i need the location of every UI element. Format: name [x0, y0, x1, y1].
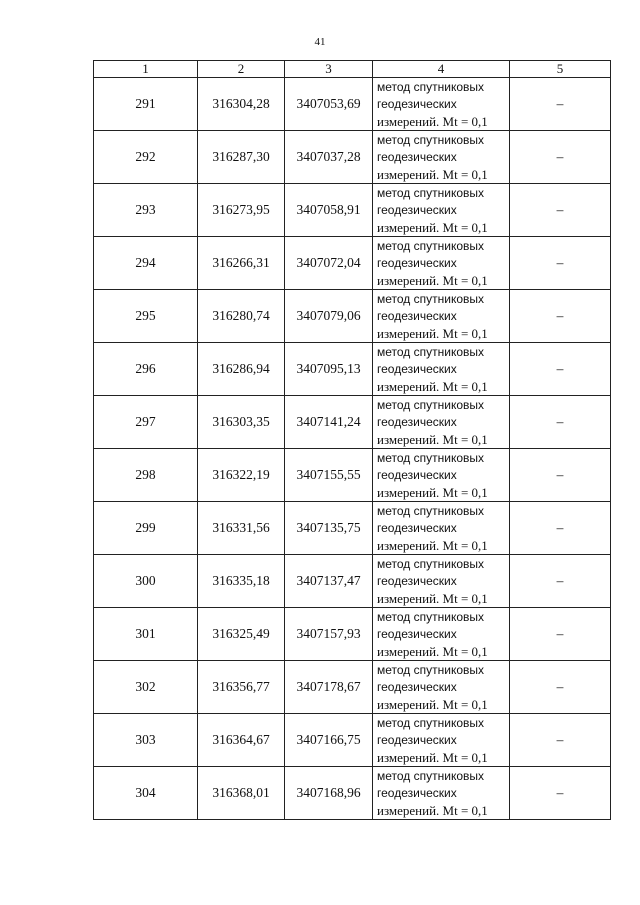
- y-coordinate-cell: 3407155,55: [285, 449, 373, 502]
- method-line: измерений. Mt = 0,1: [377, 166, 488, 182]
- method-cell: [373, 78, 510, 131]
- method-line: геодезических: [377, 679, 457, 694]
- method-line: измерений. Mt = 0,1: [377, 590, 488, 606]
- x-coordinate-cell: 316266,31: [198, 237, 285, 290]
- method-line: измерений. Mt = 0,1: [377, 537, 488, 553]
- method-line: метод спутниковых: [377, 768, 485, 783]
- method-cell: [373, 237, 510, 290]
- method-line: геодезических: [377, 785, 457, 800]
- method-line: метод спутниковых: [377, 609, 485, 624]
- table-row: [94, 608, 611, 661]
- table-row: [94, 343, 611, 396]
- method-line: метод спутниковых: [377, 344, 485, 359]
- note-cell: –: [510, 767, 611, 820]
- method-line: измерений. Mt = 0,1: [377, 325, 488, 341]
- method-line: геодезических: [377, 149, 457, 164]
- x-coordinate-cell: 316303,35: [198, 396, 285, 449]
- method-line: метод спутниковых: [377, 79, 485, 94]
- point-number-cell: 294: [94, 237, 198, 290]
- note-cell: –: [510, 343, 611, 396]
- y-coordinate-cell: 3407135,75: [285, 502, 373, 555]
- table-row: [94, 449, 611, 502]
- method-cell: [373, 555, 510, 608]
- method-line: метод спутниковых: [377, 503, 485, 518]
- y-coordinate-cell: 3407058,91: [285, 184, 373, 237]
- x-coordinate-cell: 316356,77: [198, 661, 285, 714]
- method-cell: [373, 767, 510, 820]
- table-row: [94, 290, 611, 343]
- method-line: метод спутниковых: [377, 132, 485, 147]
- y-coordinate-cell: 3407079,06: [285, 290, 373, 343]
- method-line: геодезических: [377, 414, 457, 429]
- note-cell: –: [510, 449, 611, 502]
- point-number-cell: 304: [94, 767, 198, 820]
- table-row: [94, 131, 611, 184]
- method-line: измерений. Mt = 0,1: [377, 431, 488, 447]
- method-line: метод спутниковых: [377, 238, 485, 253]
- method-cell: [373, 290, 510, 343]
- note-cell: –: [510, 661, 611, 714]
- method-line: геодезических: [377, 520, 457, 535]
- table-row: [94, 661, 611, 714]
- method-line: геодезических: [377, 96, 457, 111]
- header-cell-2: 2: [198, 61, 285, 78]
- table-row: [94, 78, 611, 131]
- x-coordinate-cell: 316287,30: [198, 131, 285, 184]
- coordinates-table: [93, 60, 611, 820]
- y-coordinate-cell: 3407037,28: [285, 131, 373, 184]
- method-line: измерений. Mt = 0,1: [377, 219, 488, 235]
- point-number-cell: 293: [94, 184, 198, 237]
- method-line: геодезических: [377, 467, 457, 482]
- method-line: измерений. Mt = 0,1: [377, 802, 488, 818]
- x-coordinate-cell: 316273,95: [198, 184, 285, 237]
- table-row: [94, 714, 611, 767]
- x-coordinate-cell: 316364,67: [198, 714, 285, 767]
- point-number-cell: 303: [94, 714, 198, 767]
- y-coordinate-cell: 3407072,04: [285, 237, 373, 290]
- point-number-cell: 298: [94, 449, 198, 502]
- point-number-cell: 299: [94, 502, 198, 555]
- method-cell: [373, 396, 510, 449]
- x-coordinate-cell: 316335,18: [198, 555, 285, 608]
- header-cell-3: 3: [285, 61, 373, 78]
- y-coordinate-cell: 3407168,96: [285, 767, 373, 820]
- method-line: геодезических: [377, 202, 457, 217]
- point-number-cell: 301: [94, 608, 198, 661]
- method-line: метод спутниковых: [377, 715, 485, 730]
- table-body: [94, 78, 611, 820]
- method-line: измерений. Mt = 0,1: [377, 484, 488, 500]
- method-line: геодезических: [377, 255, 457, 270]
- header-cell-4: 4: [373, 61, 510, 78]
- method-cell: [373, 343, 510, 396]
- method-cell: [373, 131, 510, 184]
- method-line: метод спутниковых: [377, 291, 485, 306]
- note-cell: –: [510, 608, 611, 661]
- method-cell: [373, 608, 510, 661]
- x-coordinate-cell: 316331,56: [198, 502, 285, 555]
- method-line: измерений. Mt = 0,1: [377, 643, 488, 659]
- point-number-cell: 297: [94, 396, 198, 449]
- method-cell: [373, 661, 510, 714]
- note-cell: –: [510, 184, 611, 237]
- method-line: геодезических: [377, 361, 457, 376]
- method-line: измерений. Mt = 0,1: [377, 749, 488, 765]
- table-row: [94, 237, 611, 290]
- table-row: [94, 502, 611, 555]
- point-number-cell: 291: [94, 78, 198, 131]
- y-coordinate-cell: 3407141,24: [285, 396, 373, 449]
- method-line: измерений. Mt = 0,1: [377, 272, 488, 288]
- note-cell: –: [510, 131, 611, 184]
- method-line: измерений. Mt = 0,1: [377, 696, 488, 712]
- point-number-cell: 302: [94, 661, 198, 714]
- y-coordinate-cell: 3407095,13: [285, 343, 373, 396]
- method-line: измерений. Mt = 0,1: [377, 113, 488, 129]
- y-coordinate-cell: 3407178,67: [285, 661, 373, 714]
- method-line: измерений. Mt = 0,1: [377, 378, 488, 394]
- y-coordinate-cell: 3407166,75: [285, 714, 373, 767]
- method-line: метод спутниковых: [377, 185, 485, 200]
- note-cell: –: [510, 502, 611, 555]
- page-number: 41: [314, 36, 326, 48]
- point-number-cell: 292: [94, 131, 198, 184]
- method-line: метод спутниковых: [377, 397, 485, 412]
- point-number-cell: 296: [94, 343, 198, 396]
- note-cell: –: [510, 714, 611, 767]
- point-number-cell: 295: [94, 290, 198, 343]
- header-cell-1: 1: [94, 61, 198, 78]
- method-cell: [373, 714, 510, 767]
- x-coordinate-cell: 316280,74: [198, 290, 285, 343]
- method-cell: [373, 502, 510, 555]
- x-coordinate-cell: 316304,28: [198, 78, 285, 131]
- table-row: [94, 767, 611, 820]
- header-cell-5: 5: [510, 61, 611, 78]
- method-line: метод спутниковых: [377, 556, 485, 571]
- method-line: геодезических: [377, 573, 457, 588]
- table-header-row: [94, 61, 611, 78]
- method-line: геодезических: [377, 626, 457, 641]
- method-cell: [373, 449, 510, 502]
- x-coordinate-cell: 316325,49: [198, 608, 285, 661]
- method-line: метод спутниковых: [377, 662, 485, 677]
- note-cell: –: [510, 396, 611, 449]
- method-line: геодезических: [377, 308, 457, 323]
- y-coordinate-cell: 3407137,47: [285, 555, 373, 608]
- x-coordinate-cell: 316286,94: [198, 343, 285, 396]
- point-number-cell: 300: [94, 555, 198, 608]
- method-line: метод спутниковых: [377, 450, 485, 465]
- y-coordinate-cell: 3407053,69: [285, 78, 373, 131]
- method-line: геодезических: [377, 732, 457, 747]
- method-cell: [373, 184, 510, 237]
- note-cell: –: [510, 78, 611, 131]
- x-coordinate-cell: 316368,01: [198, 767, 285, 820]
- note-cell: –: [510, 555, 611, 608]
- note-cell: –: [510, 237, 611, 290]
- note-cell: –: [510, 290, 611, 343]
- y-coordinate-cell: 3407157,93: [285, 608, 373, 661]
- x-coordinate-cell: 316322,19: [198, 449, 285, 502]
- table-row: [94, 184, 611, 237]
- table-row: [94, 555, 611, 608]
- table-row: [94, 396, 611, 449]
